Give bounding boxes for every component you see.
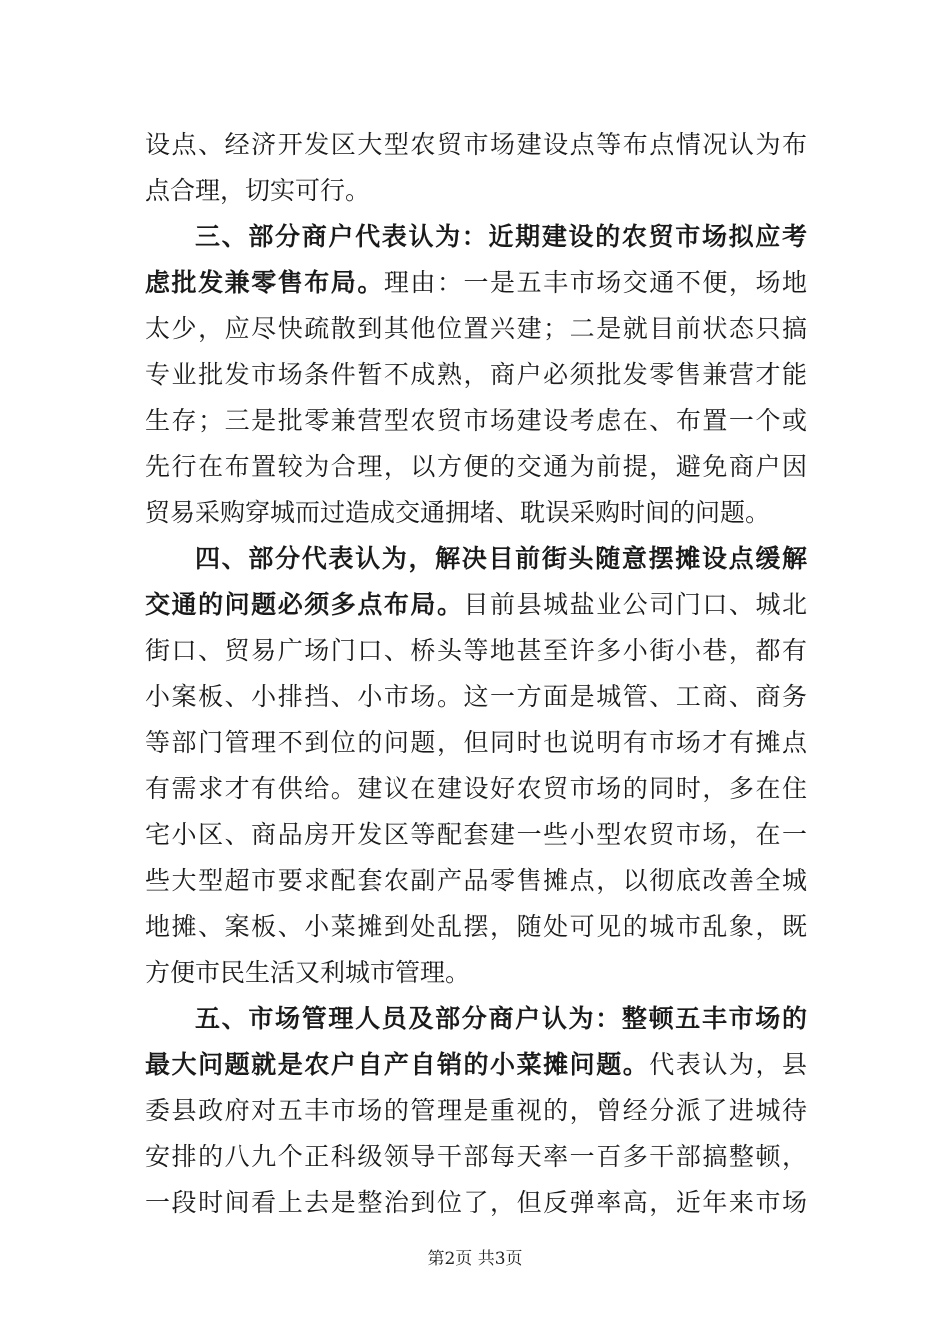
body-text: 生存；三是批零兼营型农贸市场建设考虑在、布置一个或	[145, 406, 807, 435]
text-line	[145, 628, 807, 674]
body-text: 设点、经济开发区大型农贸市场建设点等布点情况认为布	[145, 130, 807, 159]
body-text: 宅小区、商品房开发区等配套建一些小型农贸市场，在一	[145, 820, 807, 849]
text-line	[145, 536, 807, 582]
body-text: 先行在布置较为合理，以方便的交通为前提，避免商户因	[145, 452, 807, 481]
text-line	[145, 214, 807, 260]
page-footer: 第2页 共3页	[427, 1249, 523, 1269]
body-text: 街口、贸易广场门口、桥头等地甚至许多小街小巷，都有	[145, 636, 807, 665]
bold-heading-text: 三、部分商户代表认为：近期建设的农贸市场拟应考	[195, 222, 807, 251]
text-line	[145, 1134, 807, 1180]
bold-heading-text: 虑批发兼零售布局。	[145, 268, 384, 297]
body-text: 小案板、小排挡、小市场。这一方面是城管、工商、商务	[145, 682, 807, 711]
text-line	[145, 398, 807, 444]
body-text: 太少，应尽快疏散到其他位置兴建；二是就目前状态只搞	[145, 314, 807, 343]
text-line	[145, 1042, 807, 1088]
body-text: 贸易采购穿城而过造成交通拥堵、耽误采购时间的问题。	[145, 498, 771, 527]
bold-heading-text: 最大问题就是农户自产自销的小菜摊问题。	[145, 1050, 650, 1079]
text-line	[145, 168, 807, 214]
body-text: 理由：一是五丰市场交通不便，场地	[383, 268, 807, 297]
text-line	[145, 1088, 807, 1134]
body-text: 有需求才有供给。建议在建设好农贸市场的同时，多在住	[145, 774, 807, 803]
bold-heading-text: 四、部分代表认为，解决目前街头随意摆摊设点缓解	[195, 544, 807, 573]
text-line	[145, 1180, 807, 1226]
text-line	[145, 996, 807, 1042]
text-line	[145, 122, 807, 168]
body-text: 方便市民生活又利城市管理。	[145, 958, 471, 987]
text-line	[145, 444, 807, 490]
body-text: 专业批发市场条件暂不成熟，商户必须批发零售兼营才能	[145, 360, 807, 389]
text-line	[145, 766, 807, 812]
text-line	[145, 812, 807, 858]
body-text: 目前县城盐业公司门口、城北	[463, 590, 807, 619]
text-line	[145, 720, 807, 766]
text-line	[145, 904, 807, 950]
text-line	[145, 582, 807, 628]
body-text: 一段时间看上去是整治到位了，但反弹率高，近年来市场	[145, 1188, 807, 1217]
body-text: 委县政府对五丰市场的管理是重视的，曾经分派了进城待	[145, 1096, 807, 1125]
body-text: 些大型超市要求配套农副产品零售摊点，以彻底改善全城	[145, 866, 807, 895]
text-line	[145, 950, 807, 996]
text-line	[145, 858, 807, 904]
body-text: 等部门管理不到位的问题，但同时也说明有市场才有摊点	[145, 728, 807, 757]
body-text: 地摊、案板、小菜摊到处乱摆，随处可见的城市乱象，既	[145, 912, 807, 941]
body-text: 代表认为，县	[649, 1050, 807, 1079]
text-line	[145, 260, 807, 306]
body-text: 安排的八九个正科级领导干部每天率一百多干部搞整顿，	[145, 1142, 807, 1171]
text-line	[145, 674, 807, 720]
document-body	[145, 122, 807, 1226]
text-line	[145, 306, 807, 352]
text-line	[145, 352, 807, 398]
bold-heading-text: 交通的问题必须多点布局。	[145, 590, 464, 619]
text-line	[145, 490, 807, 536]
body-text: 点合理，切实可行。	[145, 176, 371, 205]
bold-heading-text: 五、市场管理人员及部分商户认为：整顿五丰市场的	[195, 1004, 807, 1033]
